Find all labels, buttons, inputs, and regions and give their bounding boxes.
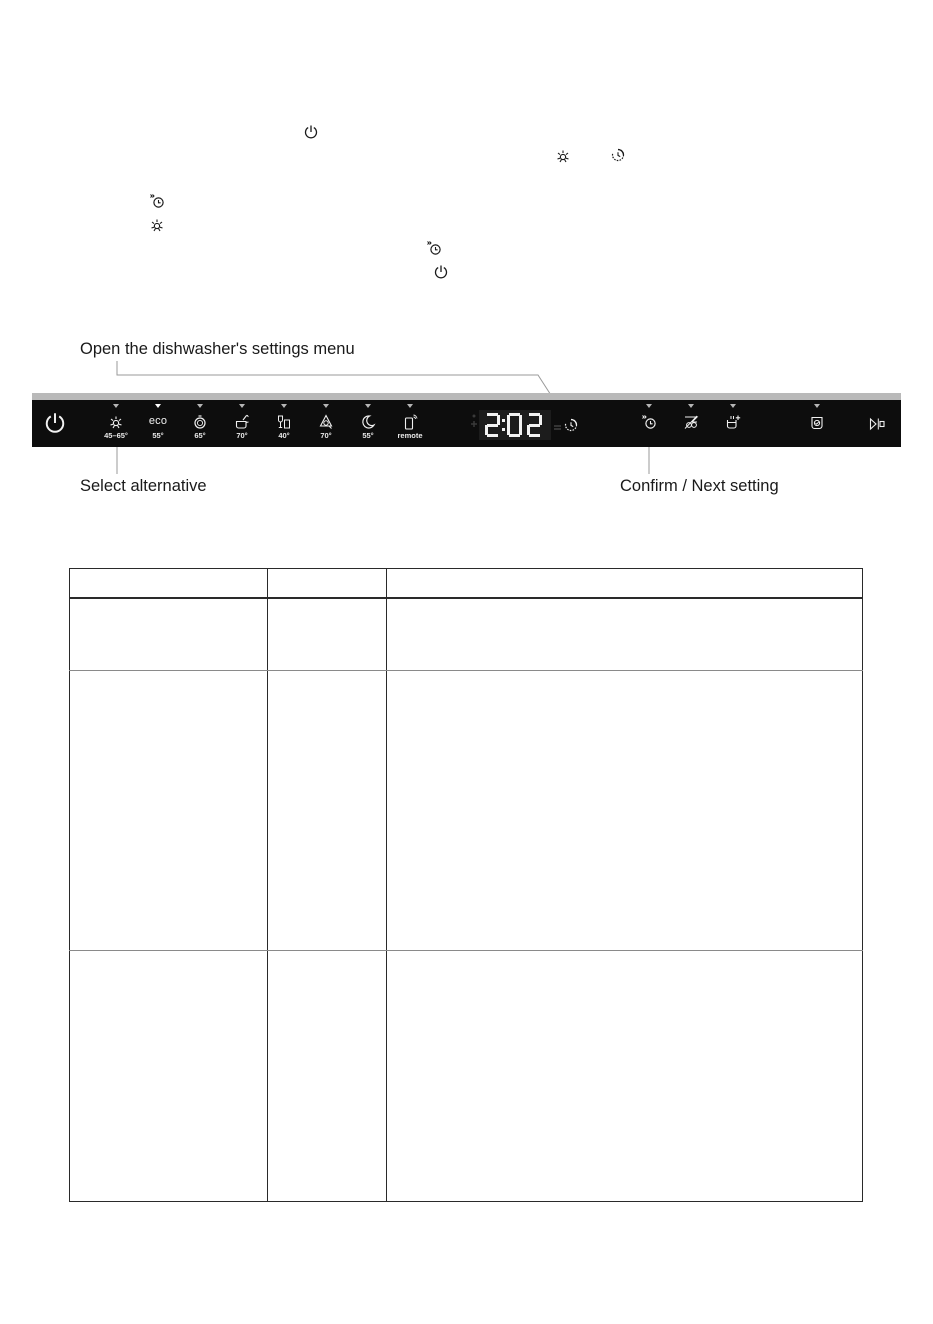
table-header-row [70,569,863,598]
program-button-pots-pans[interactable] [222,400,262,447]
display-colon [502,419,505,422]
selection-marker [239,404,245,408]
remote-phone-icon [402,414,418,430]
glass-icon [276,414,292,430]
program-button-remote[interactable] [390,400,430,447]
time-display [469,410,555,440]
table-cell [386,951,862,1202]
table-cell [267,598,386,671]
program-temp: 40° [278,431,290,440]
start-pause-icon [867,416,887,432]
program-button-hygiene[interactable] [306,400,346,447]
display-wifi-icon [554,424,562,432]
program-temp: 70° [236,431,248,440]
machine-care-icon [809,414,825,430]
delay-timer-icon [641,414,657,430]
table-cell [70,598,268,671]
power-icon [43,411,67,435]
table-cell [267,569,386,598]
settings-button[interactable] [563,417,579,433]
table-cell [386,598,862,671]
program-button-intensive-zone[interactable] [96,400,136,447]
program-button-night[interactable] [348,400,388,447]
half-load-icon [683,414,699,430]
selection-marker [407,404,413,408]
table-cell [70,951,268,1202]
eco-label: eco [148,415,168,427]
display-window [479,410,551,440]
program-temp: 55° [362,431,374,440]
extra-dry-icon [725,414,741,430]
program-button-auto[interactable] [180,400,220,447]
option-button-machine-care[interactable] [797,400,837,447]
callout-open-settings: Open the dishwasher's settings menu [80,340,355,358]
program-button-glass[interactable] [264,400,304,447]
callout-confirm-next: Confirm / Next setting [620,477,779,495]
panel-top-strip [32,393,901,400]
display-indicator-icon [469,412,479,434]
settings-timer-icon [563,417,579,433]
selection-marker [197,404,203,408]
table-cell [267,951,386,1202]
table-row [70,951,863,1202]
table-row [70,598,863,671]
intensive-zone-icon [108,414,124,430]
program-temp: 70° [320,431,332,440]
program-temp: 55° [152,431,164,440]
selection-marker [814,404,820,408]
option-button-extra-dry[interactable] [713,400,753,447]
table-cell [70,569,268,598]
display-digit-2 [485,413,500,437]
start-pause-button[interactable] [867,416,887,432]
auto-program-icon [192,414,208,430]
table-cell [386,671,862,951]
table-cell [267,671,386,951]
option-button-delay-timer[interactable] [629,400,669,447]
selection-marker [365,404,371,408]
program-button-eco[interactable] [138,400,178,447]
selection-marker [646,404,652,408]
control-panel [32,400,901,447]
hygiene-icon [318,414,334,430]
settings-table [69,568,863,1202]
display-digit-0 [507,413,522,437]
program-temp: 65° [194,431,206,440]
table-cell [70,671,268,951]
table-cell [386,569,862,598]
selection-marker [730,404,736,408]
option-button-half-load[interactable] [671,400,711,447]
display-digit-2b [527,413,542,437]
program-temp: 45–65° [104,431,128,440]
selection-marker [155,404,161,408]
pots-pans-icon [234,414,250,430]
program-temp: remote [397,431,423,440]
power-button[interactable] [43,411,67,435]
selection-marker [323,404,329,408]
night-moon-icon [360,414,376,430]
selection-marker [688,404,694,408]
table-row [70,671,863,951]
callout-select-alternative: Select alternative [80,477,207,495]
selection-marker [281,404,287,408]
selection-marker [113,404,119,408]
